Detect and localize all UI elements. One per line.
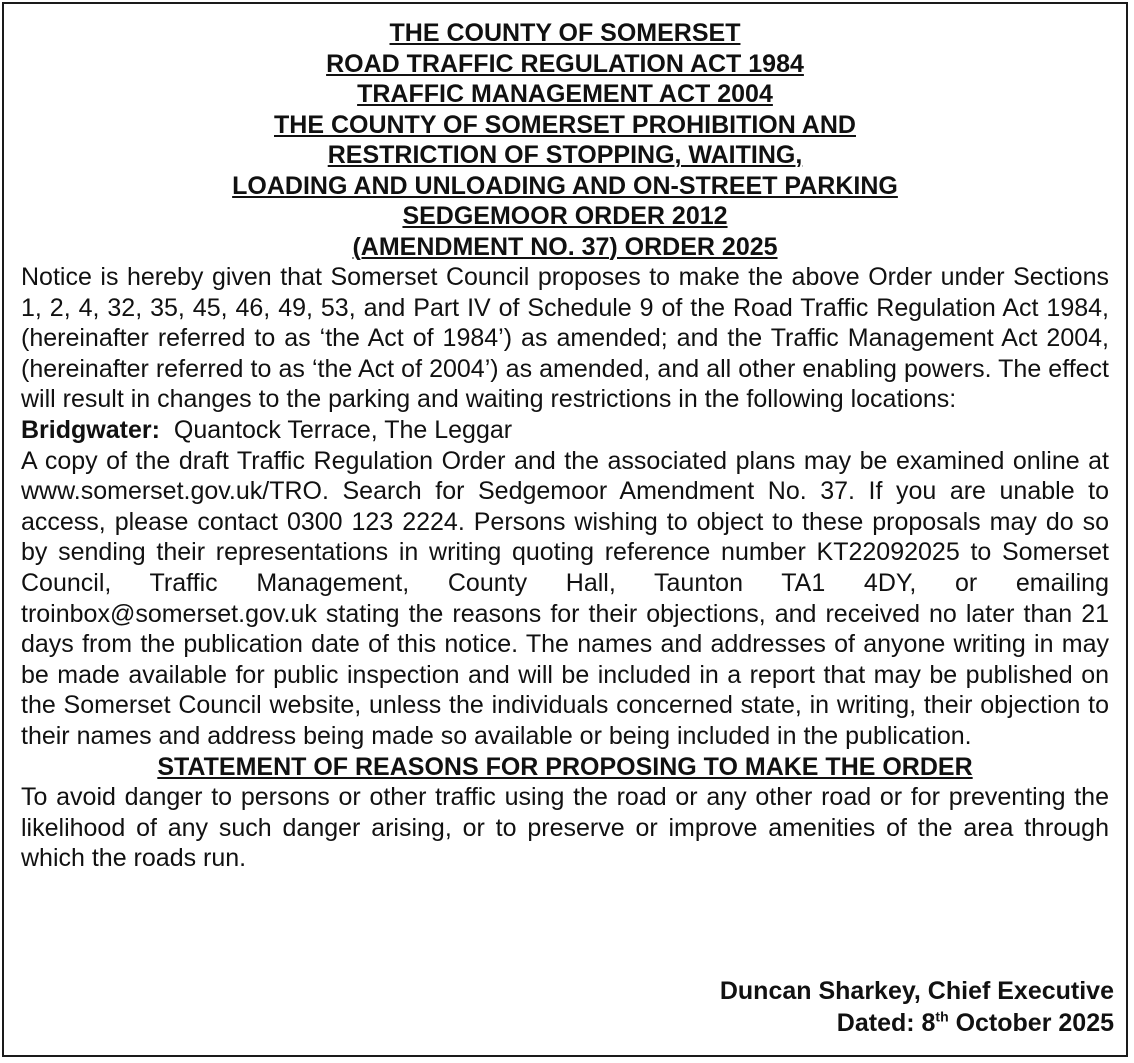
location-place: Bridgwater:	[21, 415, 160, 444]
location-streets: Quantock Terrace, The Leggar	[173, 415, 513, 444]
inspection-paragraph: A copy of the draft Traffic Regulation Order and the associated plans may be examined online at www.somerset.gov.uk/TRO. Search for Sedgemoor Amendment No. 37. If you are unable to access, please contact 0300 123 2224. Persons wishing to object to these proposals may do so by sending their representations in writing quoting reference number KT22092025 to Somerset Council, Traffic Management, County Hall, Taunton TA1 4DY, or emailing troinbox@somerset.gov.uk stating the reasons for their objections, and received no later than 21 days from the publication date of this notice. The names and addresses of anyone writing in may be made available for public inspection and will be included in a report that may be published on the Somerset Council website, unless the individuals concerned state, in writing, their objection to their names and address being made so available or being included in the publication.	[21, 446, 1109, 750]
notice-headings	[21, 18, 1109, 262]
reasons-paragraph: To avoid danger to persons or other traffic using the road or any other road or for preventing the likelihood of any such danger arising, or to preserve or improve amenities of the area through which the roads run.	[21, 783, 1109, 873]
date-rest: October 2025	[948, 1009, 1114, 1037]
intro-paragraph: Notice is hereby given that Somerset Council proposes to make the above Order under Sections 1, 2, 4, 32, 35, 45, 46, 49, 53, and Part IV of Schedule 9 of the Road Traffic Regulation Act 1984, (hereinafter referred to as ‘the Act of 1984’) as amended; and the Traffic Management Act 2004, (hereinafter referred to as ‘the Act of 2004’) as amended, and all other enabling powers. The effect will result in changes to the parking and waiting restrictions in the following locations:	[21, 263, 1109, 414]
heading-line: LOADING AND UNLOADING AND ON-STREET PARKING	[232, 171, 898, 200]
heading-line: RESTRICTION OF STOPPING, WAITING,	[327, 141, 803, 169]
signatory-name: Duncan Sharkey, Chief Executive	[719, 977, 1114, 1005]
heading-line: (AMENDMENT NO. 37) ORDER 2025	[352, 232, 778, 261]
date-ordinal: th	[935, 1008, 949, 1025]
heading-line: SEDGEMOOR ORDER 2012	[402, 202, 728, 230]
public-notice	[2, 2, 1128, 1057]
heading-line: THE COUNTY OF SOMERSET	[389, 19, 741, 47]
signature-block	[720, 975, 1114, 1039]
heading-line: TRAFFIC MANAGEMENT ACT 2004	[357, 80, 773, 108]
location-line	[21, 415, 1109, 446]
heading-line: THE COUNTY OF SOMERSET PROHIBITION AND	[274, 110, 856, 139]
reasons-heading: STATEMENT OF REASONS FOR PROPOSING TO MAKE THE ORDER	[157, 752, 973, 781]
heading-line: ROAD TRAFFIC REGULATION ACT 1984	[326, 49, 804, 78]
notice-date	[720, 1007, 1114, 1039]
date-prefix: Dated: 8	[836, 1009, 936, 1037]
